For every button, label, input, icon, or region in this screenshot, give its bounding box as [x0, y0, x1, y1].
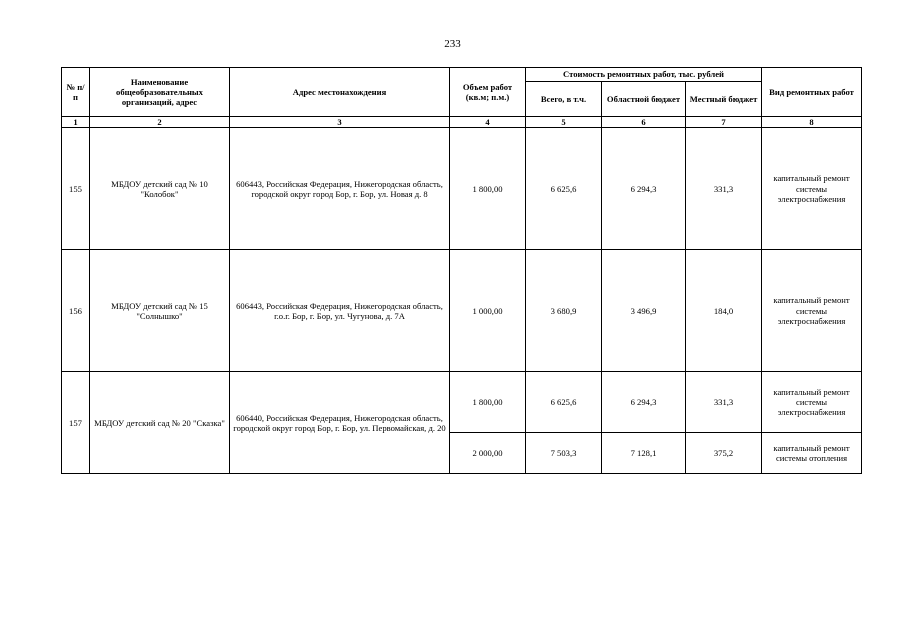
column-number: 1: [62, 117, 90, 128]
table-row: [62, 250, 862, 372]
organization-name: МБДОУ детский сад № 20 "Сказка": [90, 372, 230, 474]
header-work-type: Вид ремонтных работ: [762, 68, 862, 117]
column-number: 8: [762, 117, 862, 128]
work-type: капитальный ремонт системы отопления: [762, 433, 862, 474]
page-number: 233: [444, 38, 461, 50]
header-regional: Областной бюджет: [602, 82, 686, 117]
header-total: Всего, в т.ч.: [526, 82, 602, 117]
organization-address: 606443, Российская Федерация, Нижегородская область, городской округ город Бор, г. Бор, ул. Новая д. 8: [230, 128, 450, 250]
work-type: капитальный ремонт системы электроснабжения: [762, 250, 862, 372]
cost-total: 7 503,3: [526, 433, 602, 474]
table-row: [62, 372, 862, 433]
header-cost-group: Стоимость ремонтных работ, тыс. рублей: [526, 68, 762, 82]
row-number: 157: [62, 372, 90, 474]
column-number: 2: [90, 117, 230, 128]
column-number: 3: [230, 117, 450, 128]
work-volume: 1 000,00: [450, 250, 526, 372]
organization-address: 606440, Российская Федерация, Нижегородская область, городской округ город Бор, г. Бор, ул. Первомайская, д. 20: [230, 372, 450, 474]
cost-local: 331,3: [686, 128, 762, 250]
cost-regional: 7 128,1: [602, 433, 686, 474]
cost-regional: 6 294,3: [602, 372, 686, 433]
table-row: [62, 128, 862, 250]
organization-address: 606443, Российская Федерация, Нижегородская область, г.о.г. Бор, г. Бор, ул. Чугунова, д. 7А: [230, 250, 450, 372]
header-no: № п/п: [62, 68, 90, 117]
work-volume: 1 800,00: [450, 372, 526, 433]
cost-local: 331,3: [686, 372, 762, 433]
organization-name: МБДОУ детский сад № 10 "Колобок": [90, 128, 230, 250]
column-number: 4: [450, 117, 526, 128]
header-volume: Объем работ (кв.м; п.м.): [450, 68, 526, 117]
column-number: 5: [526, 117, 602, 128]
header-local: Местный бюджет: [686, 82, 762, 117]
work-type: капитальный ремонт системы электроснабжения: [762, 128, 862, 250]
column-number: 6: [602, 117, 686, 128]
work-volume: 1 800,00: [450, 128, 526, 250]
row-number: 156: [62, 250, 90, 372]
column-number: 7: [686, 117, 762, 128]
work-type: капитальный ремонт системы электроснабжения: [762, 372, 862, 433]
organization-name: МБДОУ детский сад № 15 "Солнышко": [90, 250, 230, 372]
work-volume: 2 000,00: [450, 433, 526, 474]
header-name: Наименование общеобразовательных организаций, адрес: [90, 68, 230, 117]
row-number: 155: [62, 128, 90, 250]
cost-total: 6 625,6: [526, 372, 602, 433]
cost-local: 375,2: [686, 433, 762, 474]
cost-regional: 6 294,3: [602, 128, 686, 250]
cost-regional: 3 496,9: [602, 250, 686, 372]
repair-works-table: [61, 67, 862, 474]
cost-local: 184,0: [686, 250, 762, 372]
cost-total: 3 680,9: [526, 250, 602, 372]
header-address: Адрес местонахождения: [230, 68, 450, 117]
cost-total: 6 625,6: [526, 128, 602, 250]
